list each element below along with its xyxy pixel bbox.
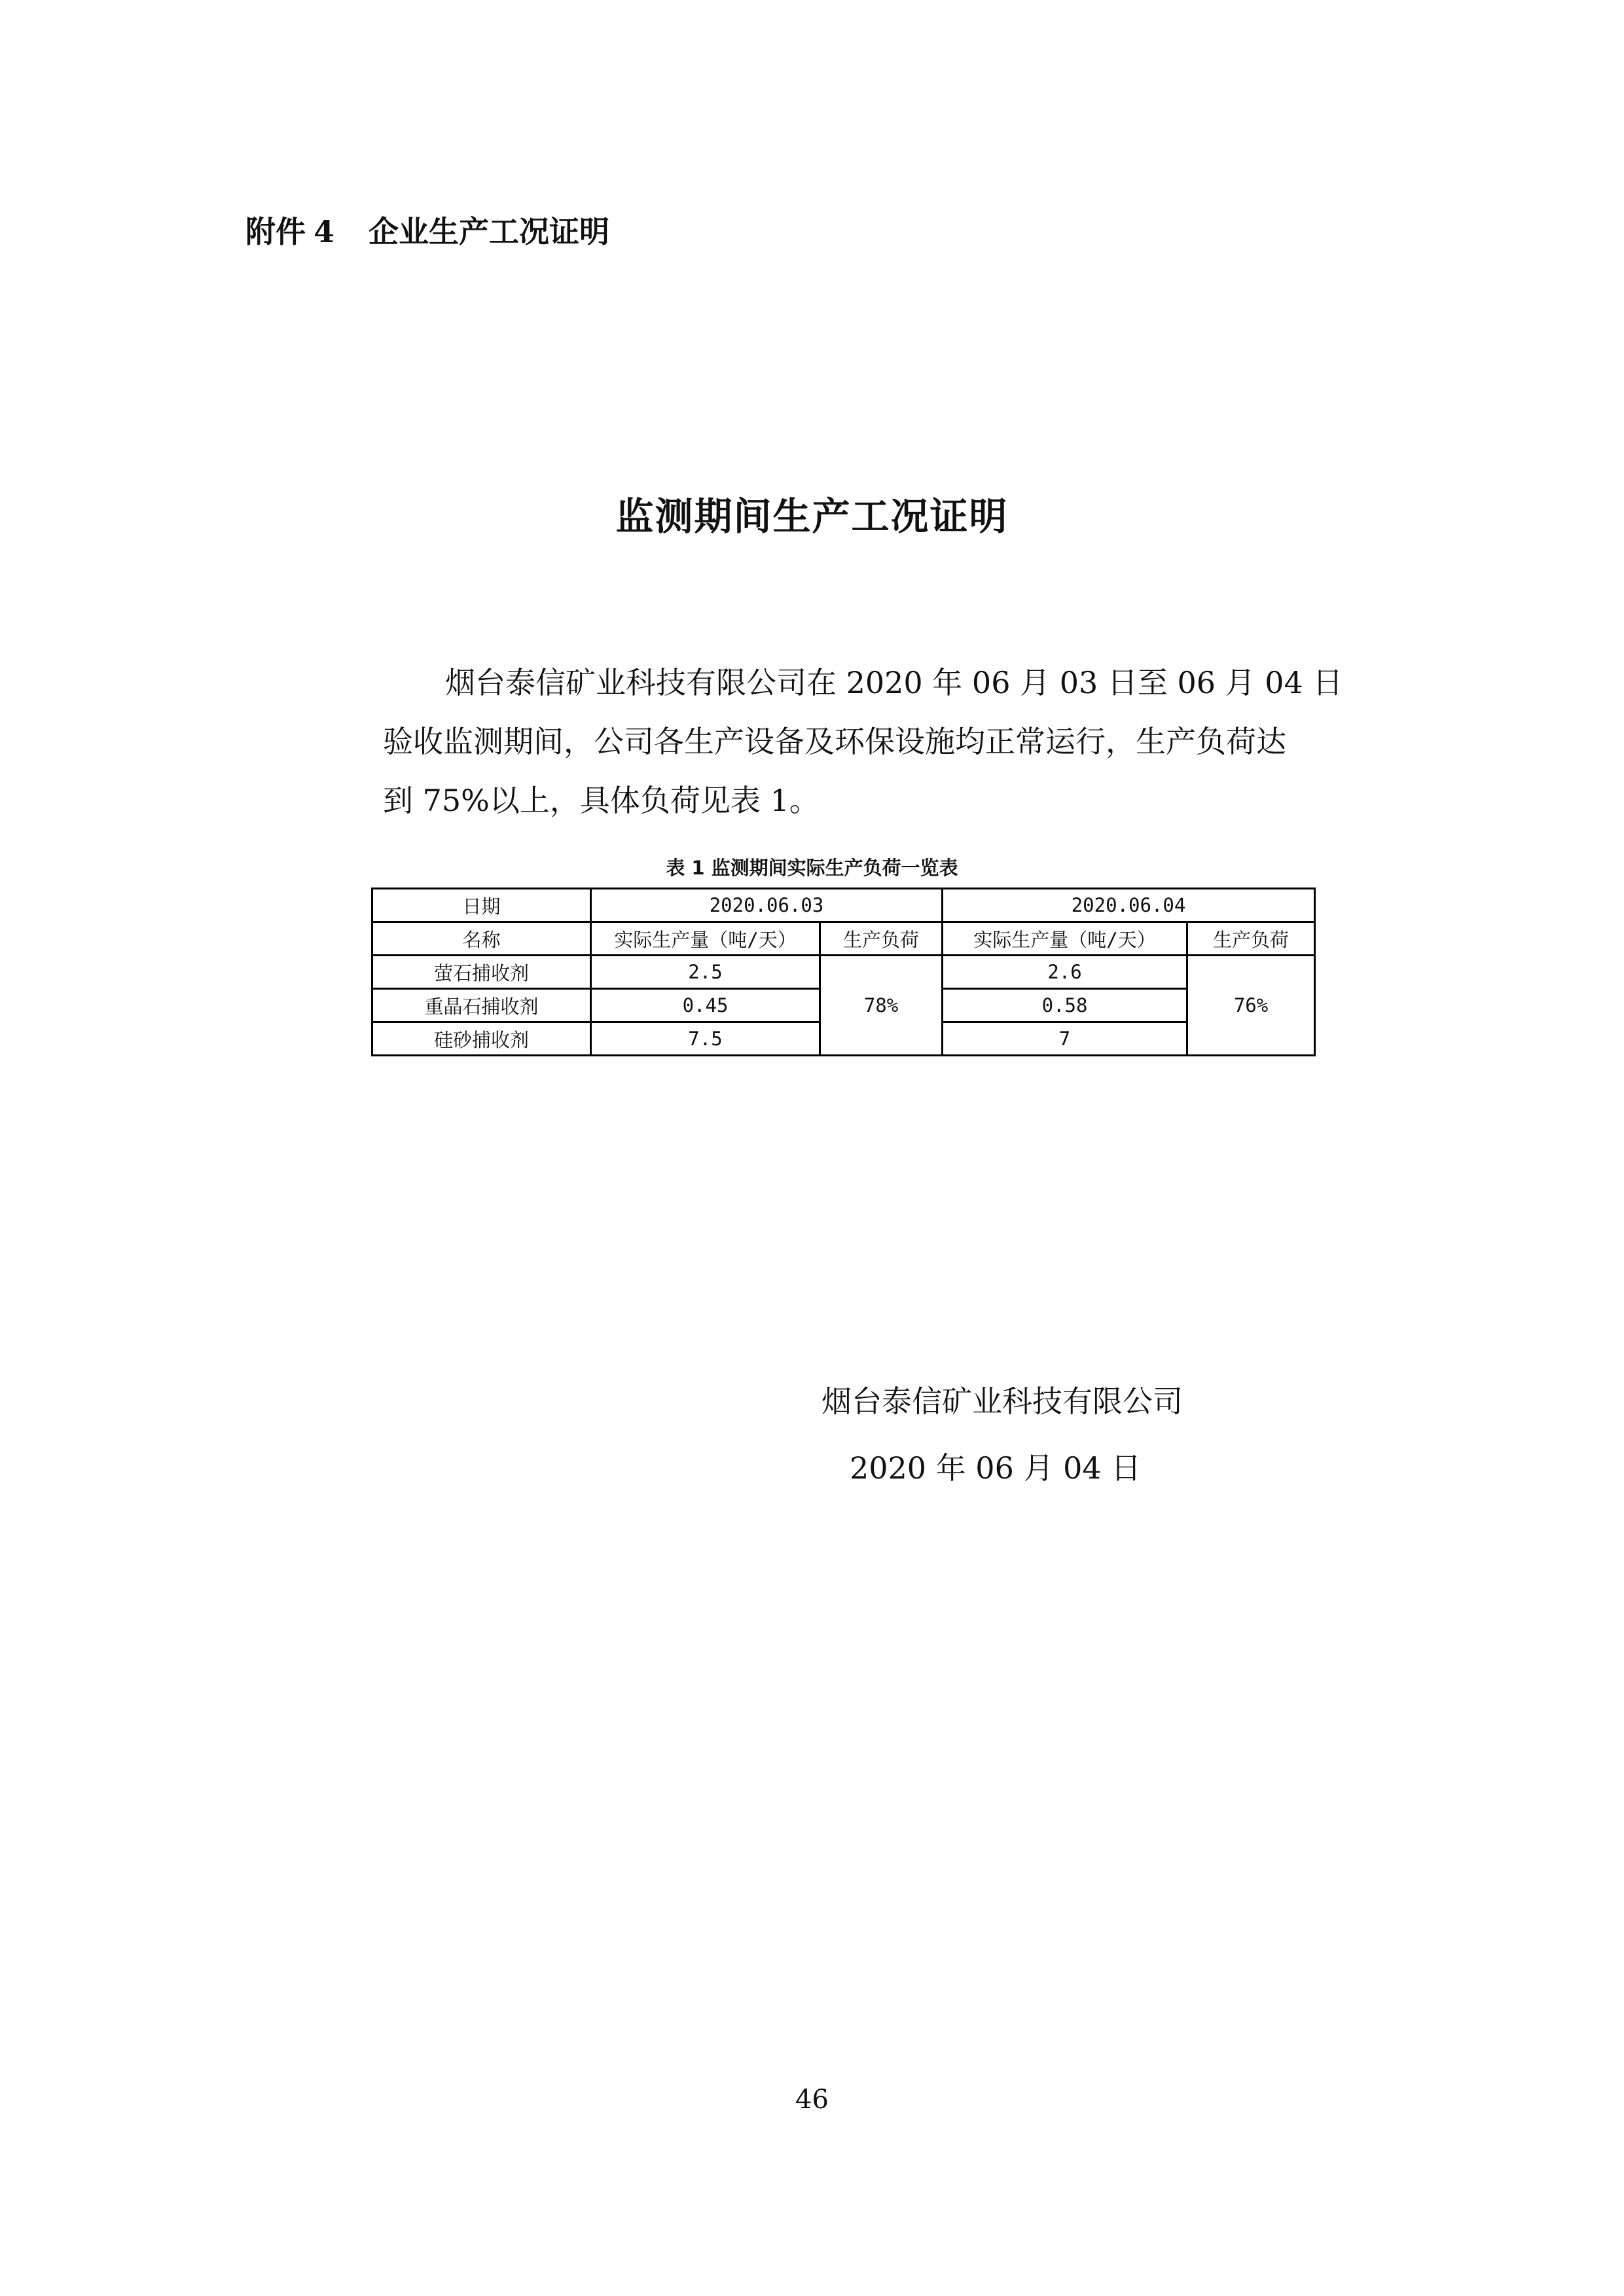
output-cell: 7 [943,1022,1187,1056]
body-line: 烟台泰信矿业科技有限公司在 2020 年 06 月 03 日至 06 月 04 日 [445,665,1343,700]
product-name-cell: 硅砂捕收剂 [372,1022,591,1056]
signature-date: 2020 年 06 月 04 日 [850,1450,1142,1486]
name-label-cell: 名称 [372,922,591,956]
product-name-cell: 萤石捕收剂 [372,956,591,989]
load-cell: 76% [1187,956,1315,1056]
load-cell: 78% [820,956,943,1056]
document-title: 监测期间生产工况证明 [615,494,1009,539]
table-caption: 表 1 监测期间实际生产负荷一览表 [666,857,958,879]
page-number: 46 [795,2085,829,2115]
product-name-cell: 重晶石捕收剂 [372,989,591,1022]
signature-company: 烟台泰信矿业科技有限公司 [821,1384,1183,1419]
attachment-number: 4 [314,214,335,249]
attachment-prefix: 附件 [245,214,306,249]
output-cell: 2.6 [943,956,1187,989]
body-paragraph [383,653,1343,830]
body-line: 到 75%以上，具体负荷见表 1。 [383,783,820,818]
output-header-cell: 实际生产量（吨/天） [943,922,1187,956]
output-cell: 0.58 [943,989,1187,1022]
attachment-heading [245,208,609,251]
production-load-table [371,888,1316,1056]
date-cell: 2020.06.03 [591,889,943,922]
date-cell: 2020.06.04 [943,889,1315,922]
output-header-cell: 实际生产量（吨/天） [591,922,820,956]
load-header-cell: 生产负荷 [1187,922,1315,956]
output-cell: 2.5 [591,956,820,989]
table-subheader-row [372,922,1315,956]
table-header-row [372,889,1315,922]
date-label-cell: 日期 [372,889,591,922]
table-row [372,956,1315,989]
body-line: 验收监测期间，公司各生产设备及环保设施均正常运行，生产负荷达 [383,724,1286,759]
load-header-cell: 生产负荷 [820,922,943,956]
output-cell: 0.45 [591,989,820,1022]
output-cell: 7.5 [591,1022,820,1056]
attachment-title: 企业生产工况证明 [369,214,610,249]
